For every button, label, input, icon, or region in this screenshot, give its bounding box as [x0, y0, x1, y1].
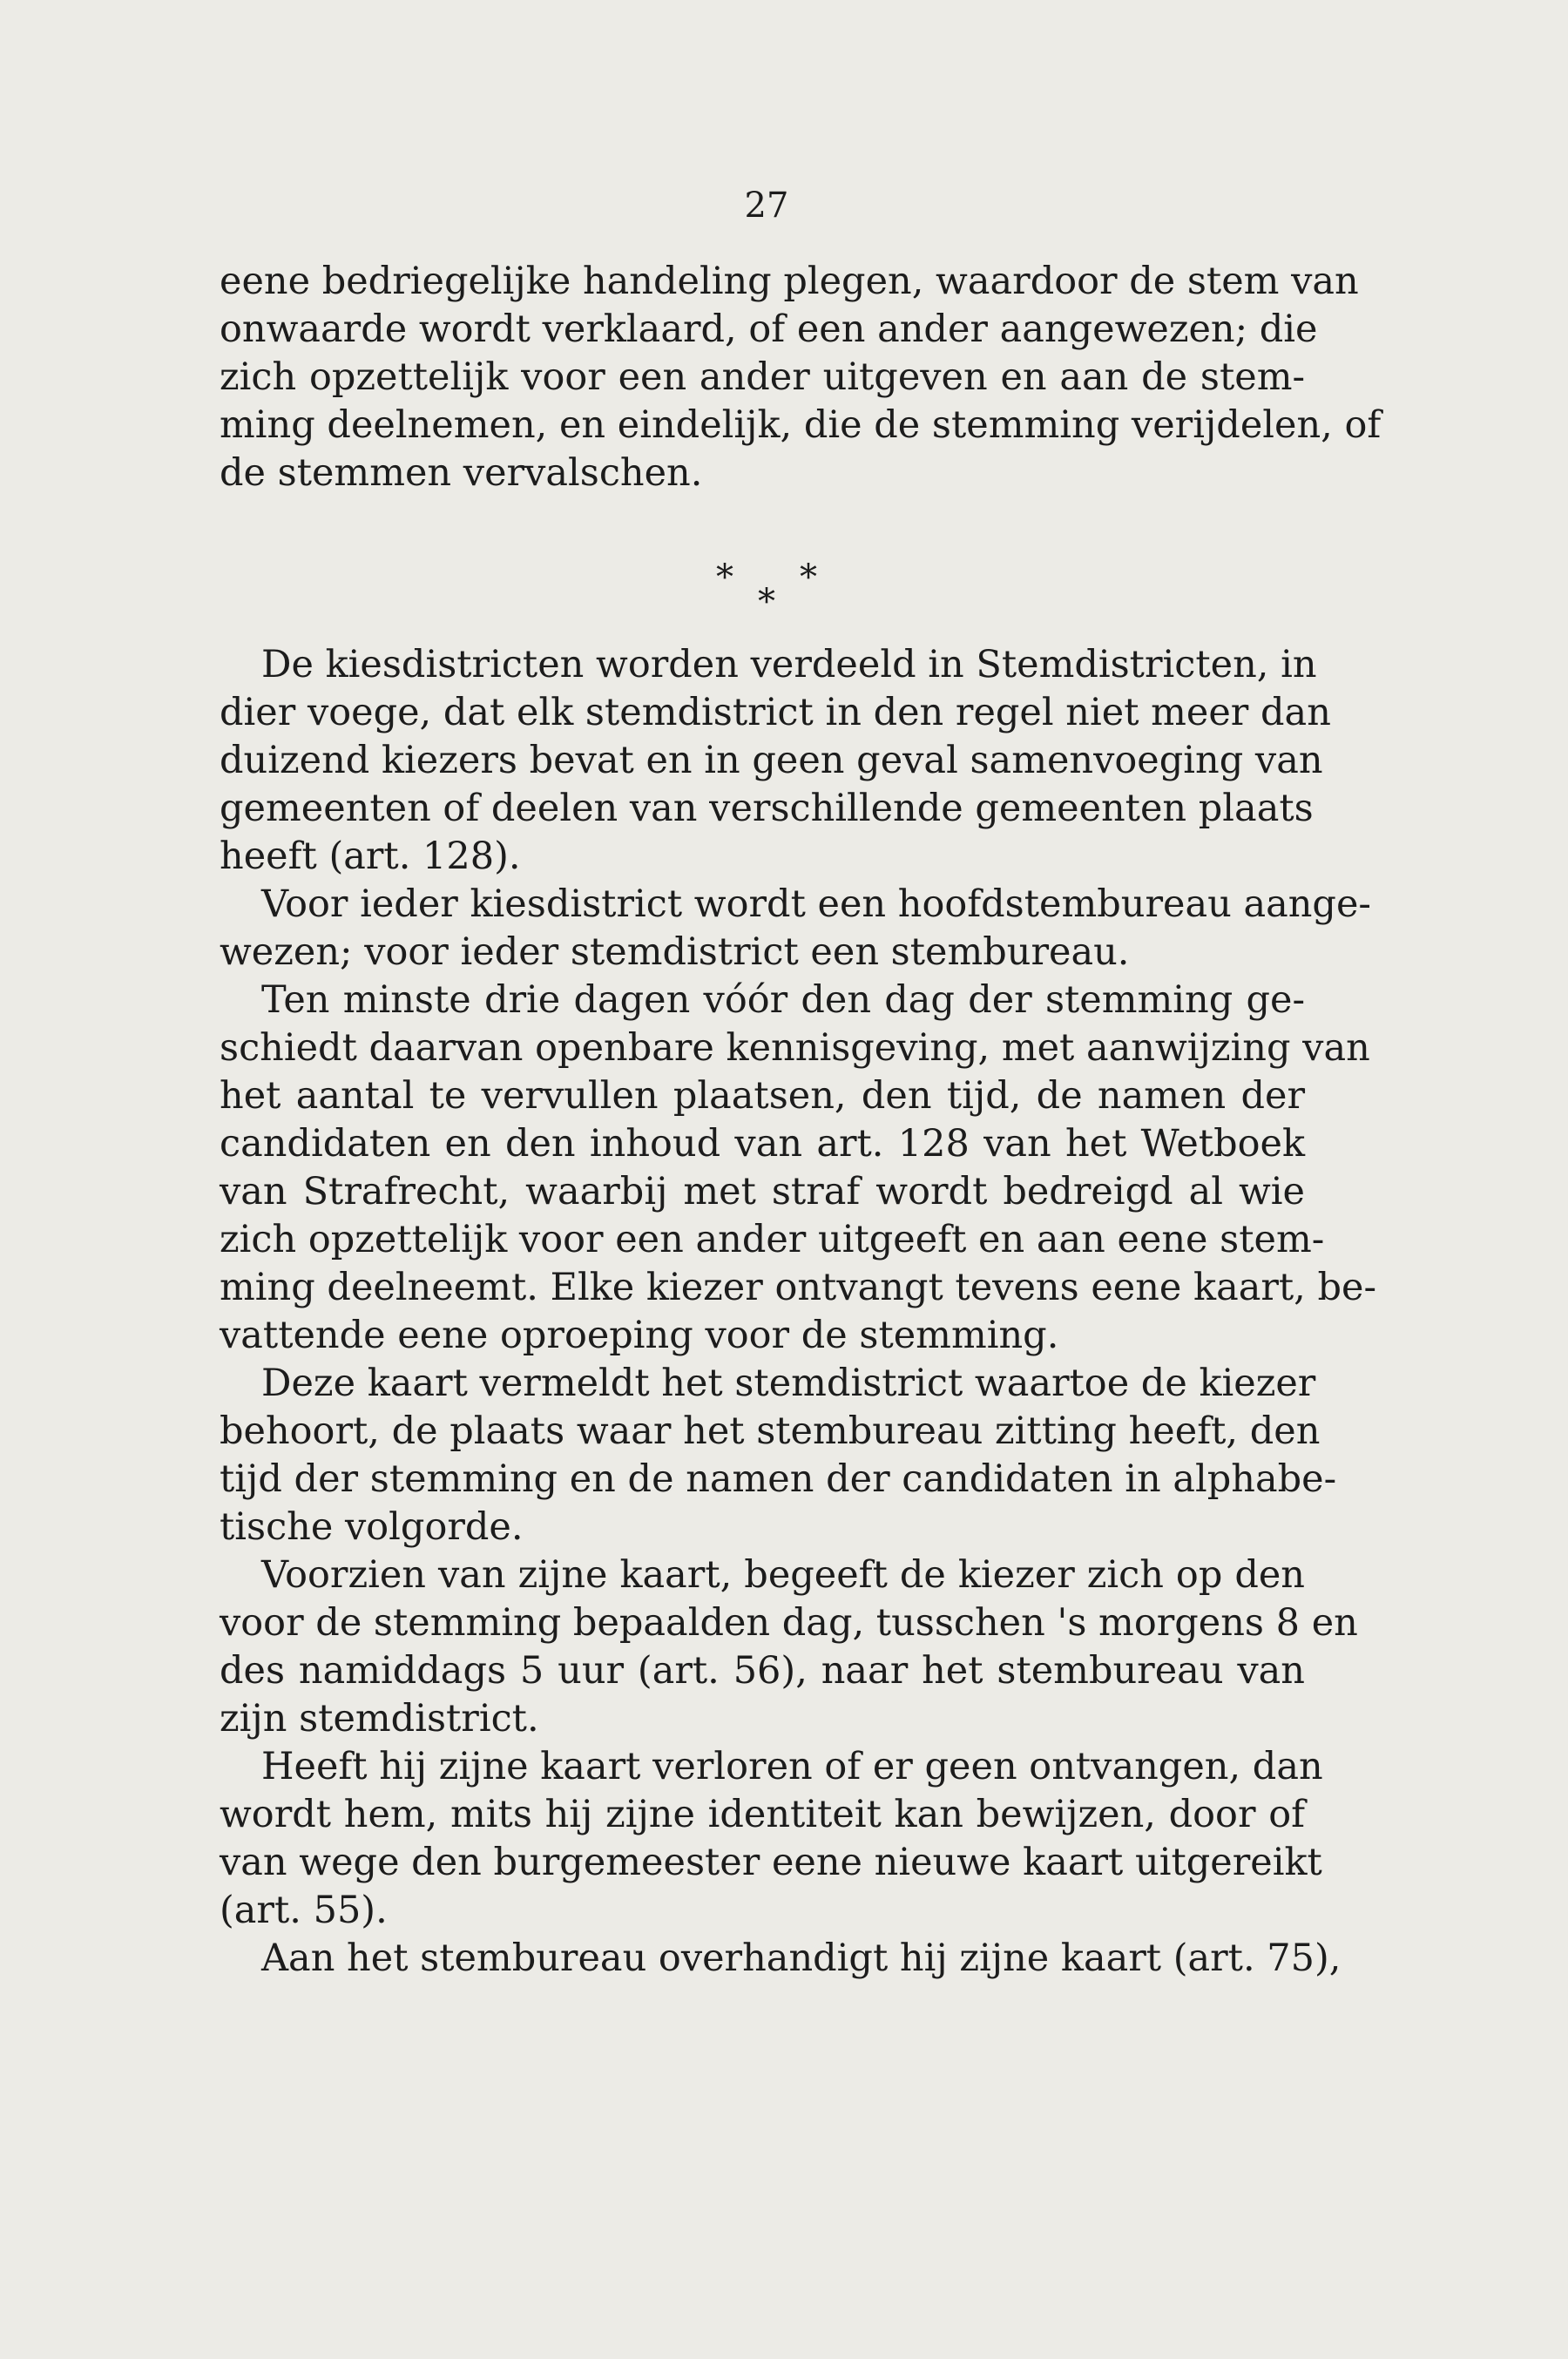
paragraph: [220, 977, 1377, 1360]
text-line: onwaarde wordt verklaard, of een ander aangewezen; die: [220, 308, 1318, 351]
text-line: De kiesdistricten worden verdeeld in Stemdistricten, in: [261, 643, 1317, 686]
text-line: wezen; voor ieder stemdistrict een stembureau.: [220, 930, 1130, 974]
text-line: van wege den burgemeester eene nieuwe kaart uitgereikt: [220, 1841, 1322, 1884]
text-line: dier voege, dat elk stemdistrict in den regel niet meer dan: [220, 691, 1331, 734]
text-line: de stemmen vervalschen.: [220, 451, 703, 495]
text-line: ming deelnemen, en eindelijk, die de stemming verijdelen, of: [220, 403, 1382, 447]
text-line: Voorzien van zijne kaart, begeeft de kiezer zich op den: [261, 1553, 1305, 1597]
text-line: vattende eene oproeping voor de stemming.: [220, 1314, 1059, 1357]
text-line: candidaten en den inhoud van art. 128 van het Wetboek: [220, 1122, 1305, 1166]
text-line: des namiddags 5 uur (art. 56), naar het stembureau van: [220, 1649, 1305, 1693]
text-line: voor de stemming bepaalden dag, tusschen 's morgens 8 en: [220, 1601, 1358, 1645]
text-line: heeft (art. 128).: [220, 835, 521, 878]
text-line: duizend kiezers bevat en in geen geval samenvoeging van: [220, 739, 1323, 782]
paragraph: [220, 1360, 1337, 1551]
text-line: behoort, de plaats waar het stembureau zitting heeft, den: [220, 1409, 1321, 1453]
text-line: Aan het stembureau overhandigt hij zijne kaart (art. 75),: [261, 1937, 1342, 1980]
text-line: Voor ieder kiesdistrict wordt een hoofdstembureau aange-: [261, 882, 1371, 926]
page-number: 27: [744, 186, 789, 226]
paragraph: [220, 1743, 1323, 1935]
text-line: Heeft hij zijne kaart verloren of er geen ontvangen, dan: [261, 1745, 1323, 1788]
text-line: van Strafrecht, waarbij met straf wordt bedreigd al wie: [220, 1170, 1305, 1213]
text-line: Deze kaart vermeldt het stemdistrict waartoe de kiezer: [261, 1362, 1316, 1405]
paragraph: [220, 258, 1382, 497]
text-line: schiedt daarvan openbare kennisgeving, met aanwijzing van: [220, 1026, 1370, 1070]
text-line: tische volgorde.: [220, 1505, 524, 1549]
paragraph: [220, 1551, 1358, 1743]
asterisk: *: [800, 558, 817, 598]
text-line: wordt hem, mits hij zijne identiteit kan bewijzen, door of: [220, 1793, 1305, 1836]
text-line: (art. 55).: [220, 1889, 388, 1932]
text-line: eene bedriegelijke handeling plegen, waardoor de stem van: [220, 260, 1359, 303]
text-line: ming deelneemt. Elke kiezer ontvangt tevens eene kaart, be-: [220, 1266, 1377, 1309]
asterisk: *: [758, 582, 775, 622]
text-line: gemeenten of deelen van verschillende gemeenten plaats: [220, 787, 1314, 830]
paragraph: [220, 641, 1331, 881]
paragraph: [220, 1935, 1342, 1983]
paragraph: [220, 881, 1371, 977]
text-line: zich opzettelijk voor een ander uitgeven en aan de stem-: [220, 355, 1305, 399]
asterisk: *: [716, 558, 733, 598]
text-line: zich opzettelijk voor een ander uitgeeft en aan eene stem-: [220, 1218, 1325, 1261]
body-text: [220, 258, 1382, 1983]
text-line: Ten minste drie dagen vóór den dag der stemming ge-: [261, 978, 1305, 1022]
text-line: het aantal te vervullen plaatsen, den tijd, de namen der: [220, 1074, 1305, 1118]
text-line: tijd der stemming en de namen der candidaten in alphabe-: [220, 1457, 1337, 1501]
text-line: zijn stemdistrict.: [220, 1697, 539, 1741]
